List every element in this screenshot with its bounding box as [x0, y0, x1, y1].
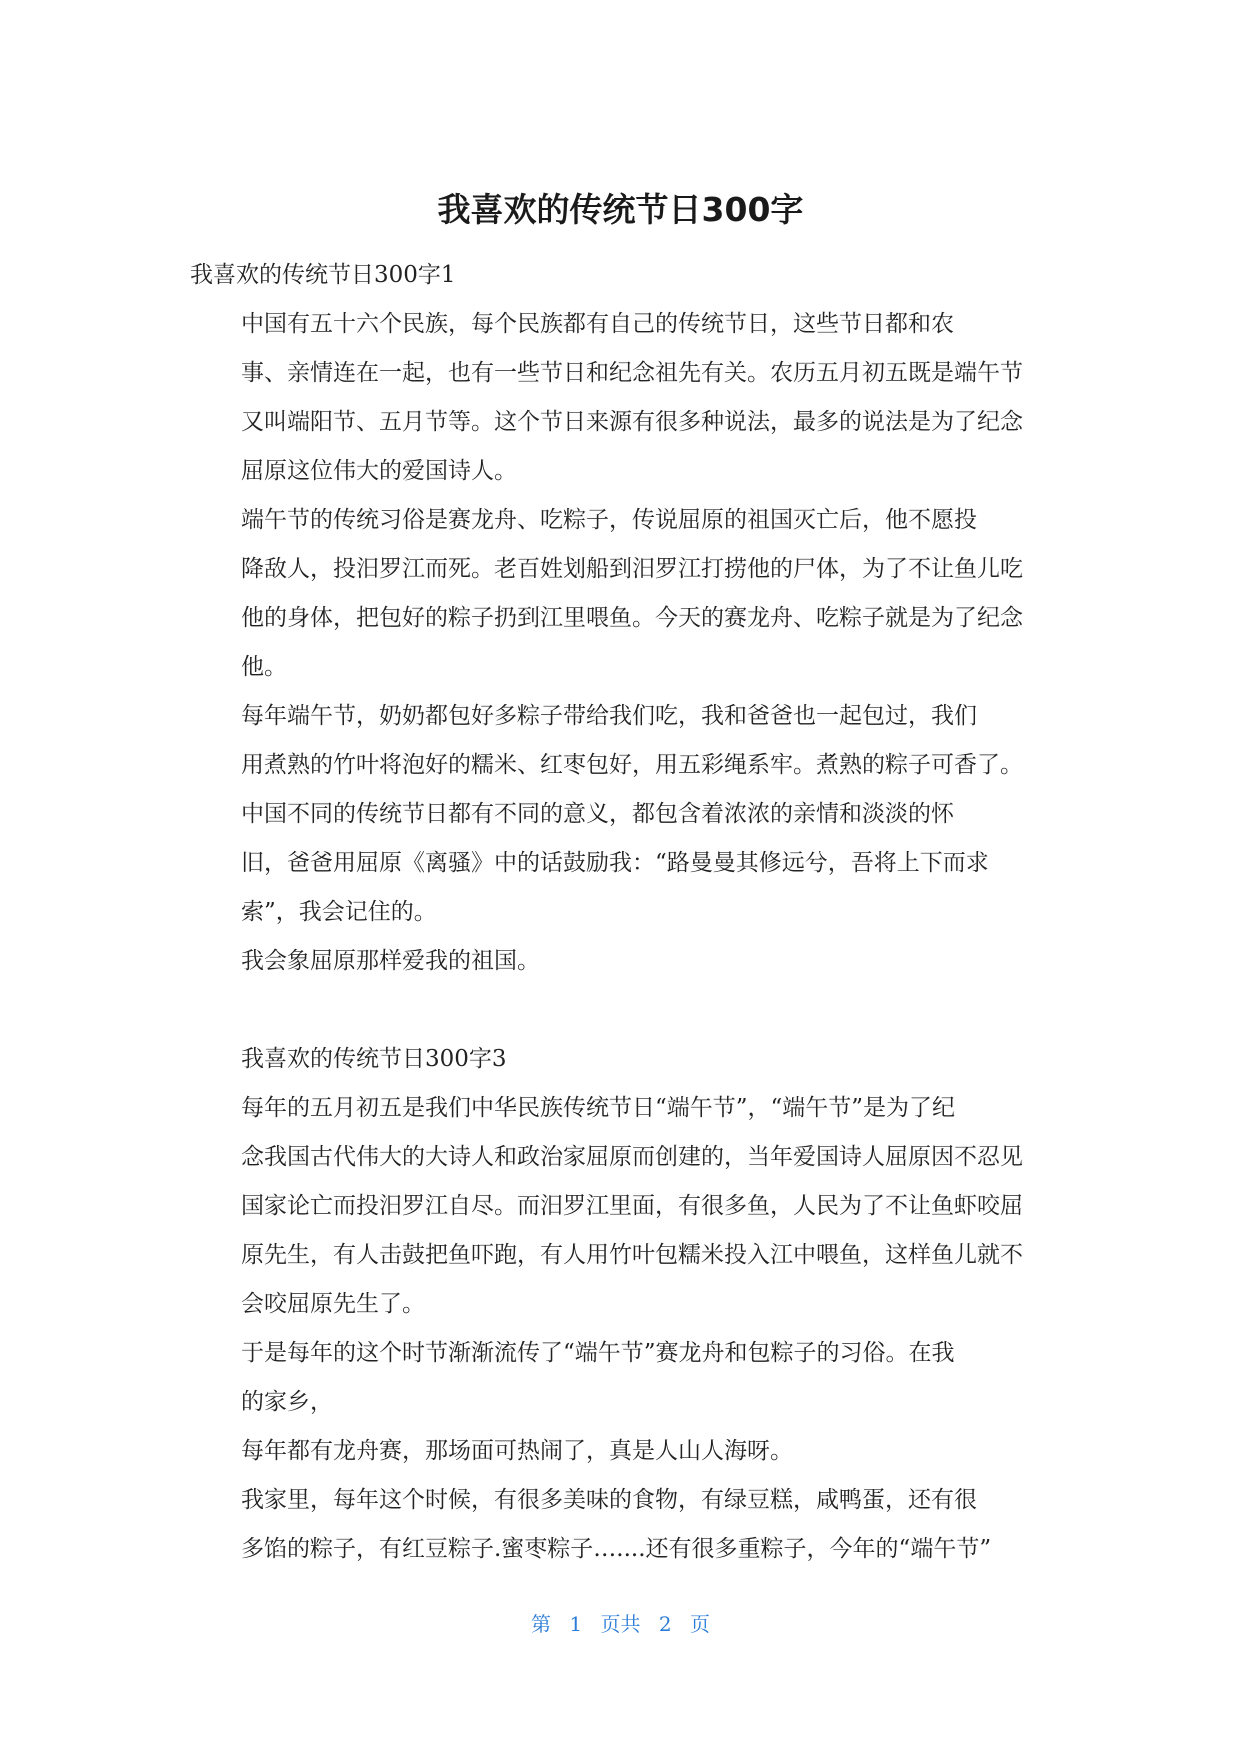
paragraph-line: 事、亲情连在一起，也有一些节日和纪念祖先有关。农历五月初五既是端午节 — [241, 360, 1023, 386]
paragraph — [190, 1427, 1060, 1476]
paragraph-line: 用煮熟的竹叶将泡好的糯米、红枣包好，用五彩绳系牢。煮熟的粽子可香了。 — [241, 752, 1023, 778]
footer-total-pages: 2 — [658, 1612, 672, 1636]
paragraph-line: 索”，我会记住的。 — [241, 899, 437, 925]
paragraph — [190, 300, 1060, 496]
paragraph-line: 原先生，有人击鼓把鱼吓跑，有人用竹叶包糯米投入江中喂鱼，这样鱼儿就不 — [241, 1242, 1023, 1268]
paragraph-line: 念我国古代伟大的大诗人和政治家屈原而创建的，当年爱国诗人屈原因不忍见 — [241, 1144, 1023, 1170]
paragraph-line: 会咬屈原先生了。 — [241, 1291, 425, 1317]
paragraph — [190, 937, 1060, 986]
document-title: 我喜欢的传统节日300字 — [437, 190, 804, 229]
paragraph-line: 每年都有龙舟赛，那场面可热闹了，真是人山人海呀。 — [241, 1438, 793, 1464]
paragraph-line: 的家乡， — [241, 1389, 333, 1415]
page-footer — [0, 1608, 1241, 1637]
paragraph — [190, 496, 1060, 692]
paragraph-line: 又叫端阳节、五月节等。这个节日来源有很多种说法，最多的说法是为了纪念 — [241, 409, 1023, 435]
paragraph — [190, 1476, 1060, 1574]
section-3 — [190, 1084, 1060, 1574]
paragraph — [190, 1329, 1060, 1427]
paragraph-line: 他的身体，把包好的粽子扔到江里喂鱼。今天的赛龙舟、吃粽子就是为了纪念 — [241, 605, 1023, 631]
paragraph-line: 每年的五月初五是我们中华民族传统节日“端午节”，“端午节”是为了纪 — [241, 1095, 956, 1121]
paragraph-line: 我家里，每年这个时候，有很多美味的食物，有绿豆糕，咸鸭蛋，还有很 — [241, 1487, 977, 1513]
paragraph-line: 端午节的传统习俗是赛龙舟、吃粽子，传说屈原的祖国灭亡后，他不愿投 — [241, 507, 977, 533]
footer-mid: 页共 — [600, 1612, 641, 1636]
paragraph-line: 屈原这位伟大的爱国诗人。 — [241, 458, 517, 484]
paragraph-line: 于是每年的这个时节渐渐流传了“端午节”赛龙舟和包粽子的习俗。在我 — [241, 1340, 955, 1366]
section-heading-1: 我喜欢的传统节日300字1 — [190, 262, 456, 288]
paragraph — [190, 790, 1060, 937]
footer-suffix: 页 — [689, 1612, 710, 1636]
paragraph-line: 中国不同的传统节日都有不同的意义，都包含着浓浓的亲情和淡淡的怀 — [241, 801, 954, 827]
section-1 — [190, 300, 1060, 986]
paragraph-line: 国家论亡而投汨罗江自尽。而汨罗江里面，有很多鱼，人民为了不让鱼虾咬屈 — [241, 1193, 1023, 1219]
paragraph-line: 多馅的粽子，有红豆粽子.蜜枣粽子…....还有很多重粽子，今年的“端午节” — [241, 1536, 992, 1562]
paragraph-line: 每年端午节，奶奶都包好多粽子带给我们吃，我和爸爸也一起包过，我们 — [241, 703, 977, 729]
paragraph-line: 旧，爸爸用屈原《离骚》中的话鼓励我：“路曼曼其修远兮，吾将上下而求 — [241, 850, 989, 876]
footer-current-page: 1 — [569, 1612, 583, 1636]
section-gap — [190, 986, 1060, 1035]
paragraph-line: 他。 — [241, 654, 287, 680]
paragraph-line: 降敌人，投汨罗江而死。老百姓划船到汨罗江打捞他的尸体，为了不让鱼儿吃 — [241, 556, 1023, 582]
document-body — [190, 251, 1060, 1574]
paragraph — [190, 1084, 1060, 1329]
footer-prefix: 第 — [531, 1612, 552, 1636]
paragraph-line: 我会象屈原那样爱我的祖国。 — [241, 948, 540, 974]
section-heading-3: 我喜欢的传统节日300字3 — [241, 1046, 507, 1072]
paragraph — [190, 692, 1060, 790]
paragraph-line: 中国有五十六个民族，每个民族都有自己的传统节日，这些节日都和农 — [241, 311, 954, 337]
